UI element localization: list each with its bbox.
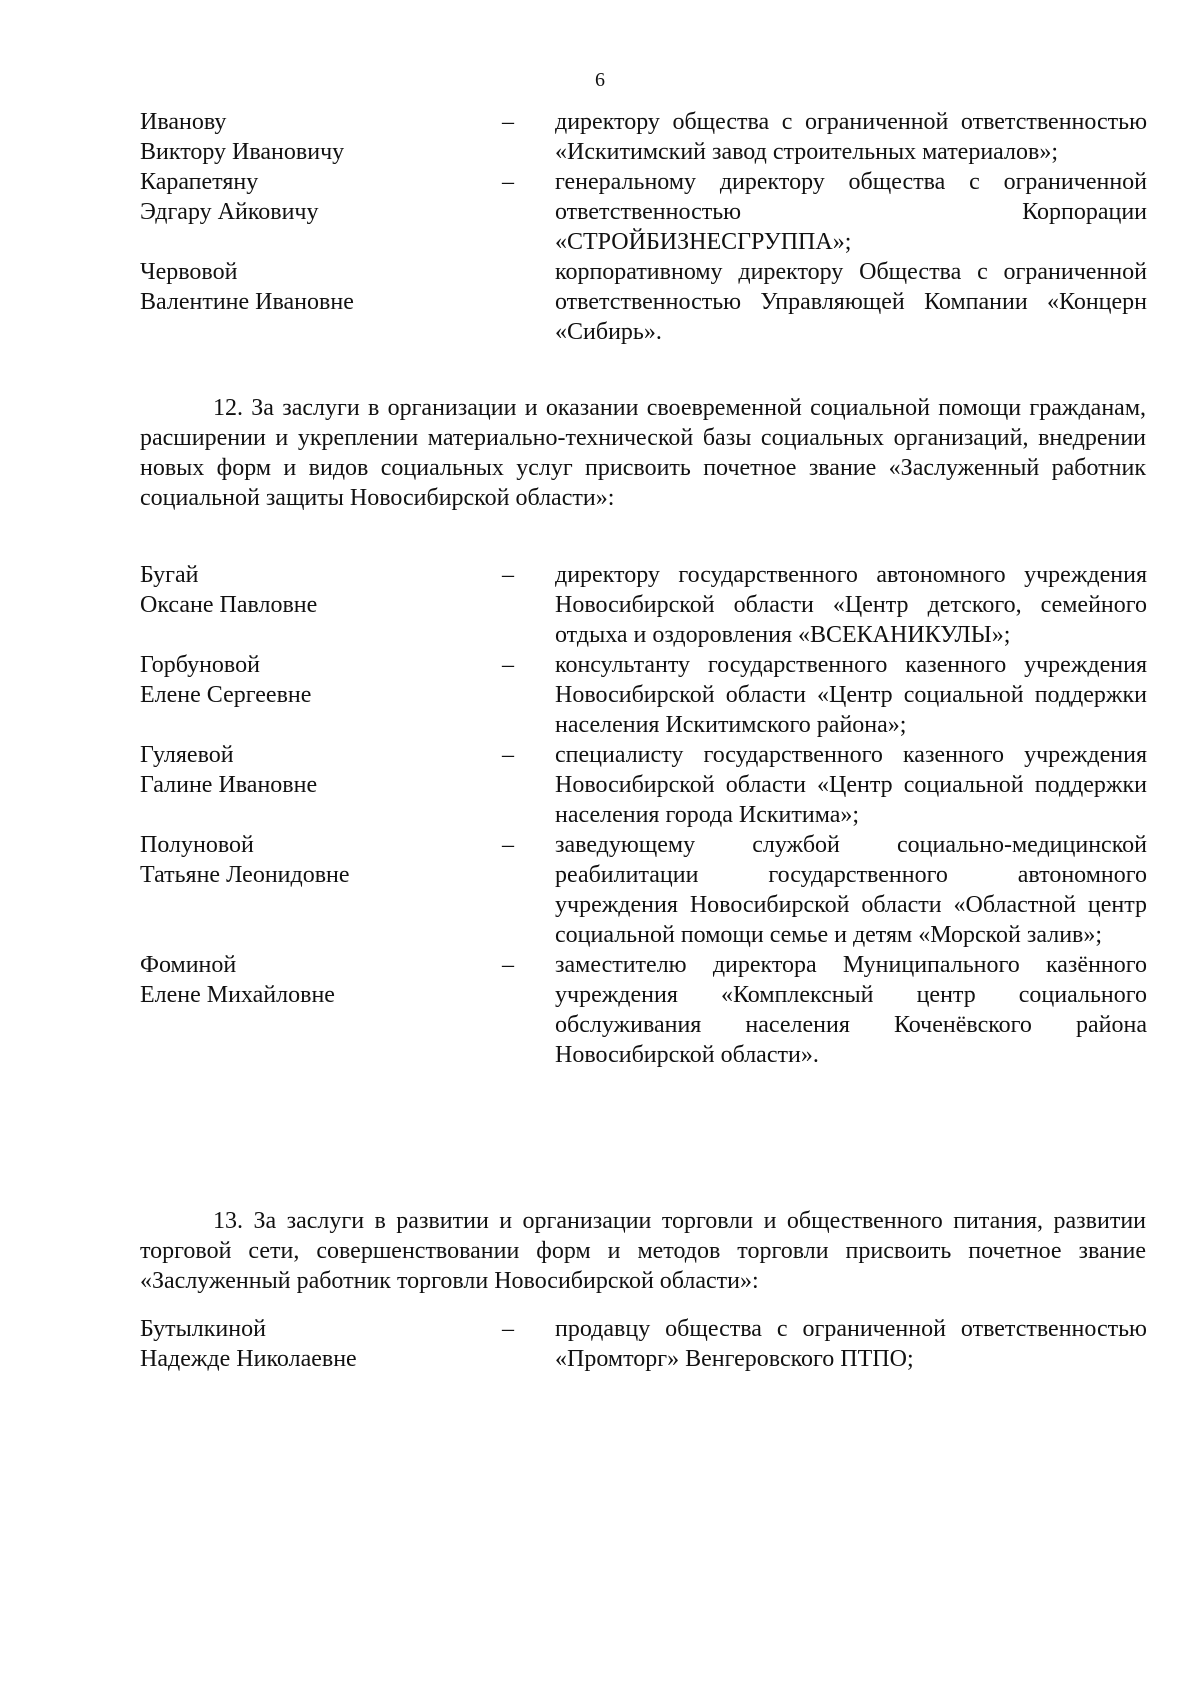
recipient-surname: Полуновой xyxy=(140,832,254,858)
recipient-position: заведующему службой социально-медицинской реабилитации государственного автономного учреждения Новосибирской области «Областной центр социальной помощи семье и детям «Морской залив»; xyxy=(555,832,1147,948)
recipient-given-names: Оксане Павловне xyxy=(140,592,318,618)
recipient-given-names: Виктору Ивановичу xyxy=(140,139,345,165)
recipient-name xyxy=(140,740,500,800)
recipient-given-names: Елене Михайловне xyxy=(140,982,335,1008)
recipient-name xyxy=(140,257,500,317)
recipient-position: продавцу общества с ограниченной ответственностью «Промторг» Венгеровского ПТПО; xyxy=(555,1316,1147,1372)
recipient-surname: Фоминой xyxy=(140,952,237,978)
separator-dash: – xyxy=(502,169,514,195)
recipient-name xyxy=(140,167,500,227)
recipient-position: заместителю директора Муниципального казённого учреждения «Комплексный центр социального обслуживания населения Коченёвского района Новосибирской области». xyxy=(555,952,1147,1068)
recipient-given-names: Валентине Ивановне xyxy=(140,289,354,315)
recipient-given-names: Елене Сергеевне xyxy=(140,682,312,708)
separator-dash: – xyxy=(502,742,514,768)
award-list-a xyxy=(140,107,1147,347)
recipient-surname: Бутылкиной xyxy=(140,1316,266,1342)
recipient-name xyxy=(140,1314,500,1374)
award-list-b xyxy=(140,560,1147,1070)
recipient-surname: Гуляевой xyxy=(140,742,234,768)
recipient-surname: Горбуновой xyxy=(140,652,260,678)
recipient-position: корпоративному директору Общества с ограниченной ответственностью Управляющей Компании «Концерн «Сибирь». xyxy=(555,259,1147,345)
recipient-position: генеральному директору общества с ограниченной ответственностью Корпорации «СТРОЙБИЗНЕСГРУППА»; xyxy=(555,169,1147,255)
award-entry xyxy=(140,650,1147,740)
recipient-name xyxy=(140,560,500,620)
paragraph-13: 13. За заслуги в развитии и организации торговли и общественного питания, развитии торговой сети, совершенствовании форм и методов торговли присвоить почетное звание «Заслуженный работник торговли Новосибирской области»: xyxy=(140,1208,1146,1294)
award-entry xyxy=(140,107,1147,167)
recipient-given-names: Галине Ивановне xyxy=(140,772,318,798)
recipient-name xyxy=(140,950,500,1010)
page-number: 6 xyxy=(595,69,605,91)
separator-dash: – xyxy=(502,952,514,978)
award-entry xyxy=(140,257,1147,347)
paragraph-12: 12. За заслуги в организации и оказании своевременной социальной помощи гражданам, расширении и укреплении материально-технической базы социальных организаций, внедрении новых форм и видов социальных услуг присвоить почетное звание «Заслуженный работник социальной защиты Новосибирской области»: xyxy=(140,395,1146,511)
separator-dash: – xyxy=(502,109,514,135)
recipient-given-names: Эдгару Айковичу xyxy=(140,199,319,225)
recipient-position: директору общества с ограниченной ответственностью «Искитимский завод строительных материалов»; xyxy=(555,109,1147,165)
award-entry xyxy=(140,167,1147,257)
recipient-position: консультанту государственного казенного учреждения Новосибирской области «Центр социальной поддержки населения Искитимского района»; xyxy=(555,652,1147,738)
award-entry xyxy=(140,740,1147,830)
recipient-position: директору государственного автономного учреждения Новосибирской области «Центр детского, семейного отдыха и оздоровления «ВСЕКАНИКУЛЫ»; xyxy=(555,562,1147,648)
recipient-surname: Иванову xyxy=(140,109,227,135)
award-entry xyxy=(140,950,1147,1070)
separator-dash: – xyxy=(502,1316,514,1342)
separator-dash: – xyxy=(502,562,514,588)
recipient-given-names: Татьяне Леонидовне xyxy=(140,862,350,888)
recipient-name xyxy=(140,650,500,710)
separator-dash: – xyxy=(502,652,514,678)
award-entry xyxy=(140,560,1147,650)
recipient-surname: Червовой xyxy=(140,259,238,285)
recipient-name xyxy=(140,107,500,167)
recipient-given-names: Надежде Николаевне xyxy=(140,1346,357,1372)
recipient-surname: Бугай xyxy=(140,562,199,588)
separator-dash: – xyxy=(502,832,514,858)
recipient-name xyxy=(140,830,500,890)
award-entry xyxy=(140,830,1147,950)
award-entry xyxy=(140,1314,1147,1374)
recipient-surname: Карапетяну xyxy=(140,169,259,195)
recipient-position: специалисту государственного казенного учреждения Новосибирской области «Центр социальной поддержки населения города Искитима»; xyxy=(555,742,1147,828)
award-list-c xyxy=(140,1314,1147,1374)
